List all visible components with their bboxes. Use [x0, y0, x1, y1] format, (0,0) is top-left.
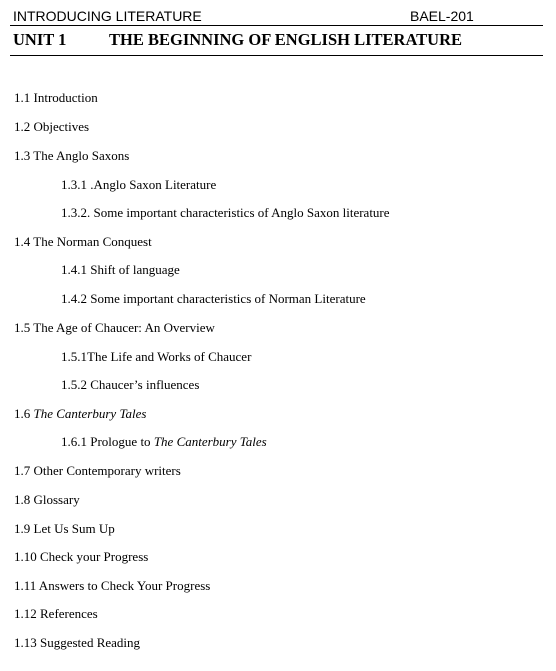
toc-entry-1-3-1: 1.3.1 .Anglo Saxon Literature — [61, 177, 217, 192]
toc-entry-1-5-1: 1.5.1The Life and Works of Chaucer — [61, 349, 252, 364]
toc-entry-1-5: 1.5 The Age of Chaucer: An Overview — [14, 320, 215, 335]
toc-entry-1-8: 1.8 Glossary — [14, 492, 80, 507]
toc-entry-1-5-2: 1.5.2 Chaucer’s influences — [61, 377, 200, 392]
unit-label: UNIT 1 — [13, 30, 67, 49]
toc-entry-1-6-title: The Canterbury Tales — [33, 406, 147, 421]
toc-entry-1-1: 1.1 Introduction — [14, 90, 98, 105]
toc-entry-1-6-1-title: The Canterbury Tales — [153, 434, 267, 449]
toc-entry-1-2: 1.2 Objectives — [14, 119, 90, 134]
toc-entry-1-4-2: 1.4.2 Some important characteristics of Norman Literature — [61, 291, 366, 306]
toc-entry-1-6-number: 1.6 — [14, 406, 34, 421]
toc-entry-1-3: 1.3 The Anglo Saxons — [14, 148, 130, 163]
toc-entry-1-13: 1.13 Suggested Reading — [14, 635, 141, 650]
toc-entry-1-6-1 — [61, 434, 267, 450]
toc-entry-1-6-1-prefix: 1.6.1 Prologue to — [61, 434, 154, 449]
header-rule-top — [10, 25, 543, 26]
course-title: INTRODUCING LITERATURE — [13, 8, 202, 24]
header-rule-bottom — [10, 55, 543, 56]
unit-heading — [13, 30, 543, 52]
toc-entry-1-4-1: 1.4.1 Shift of language — [61, 262, 180, 277]
toc-entry-1-3-2: 1.3.2. Some important characteristics of Anglo Saxon literature — [61, 205, 390, 220]
toc-entry-1-6 — [14, 406, 146, 422]
running-header — [13, 6, 543, 26]
toc-entry-1-10: 1.10 Check your Progress — [14, 549, 149, 564]
course-code: BAEL-201 — [410, 8, 474, 24]
unit-title: THE BEGINNING OF ENGLISH LITERATURE — [109, 30, 462, 49]
toc-entry-1-11: 1.11 Answers to Check Your Progress — [14, 578, 211, 593]
toc-entry-1-7: 1.7 Other Contemporary writers — [14, 463, 181, 478]
toc-entry-1-9: 1.9 Let Us Sum Up — [14, 521, 115, 536]
toc-entry-1-12: 1.12 References — [14, 606, 98, 621]
toc-entry-1-4: 1.4 The Norman Conquest — [14, 234, 152, 249]
